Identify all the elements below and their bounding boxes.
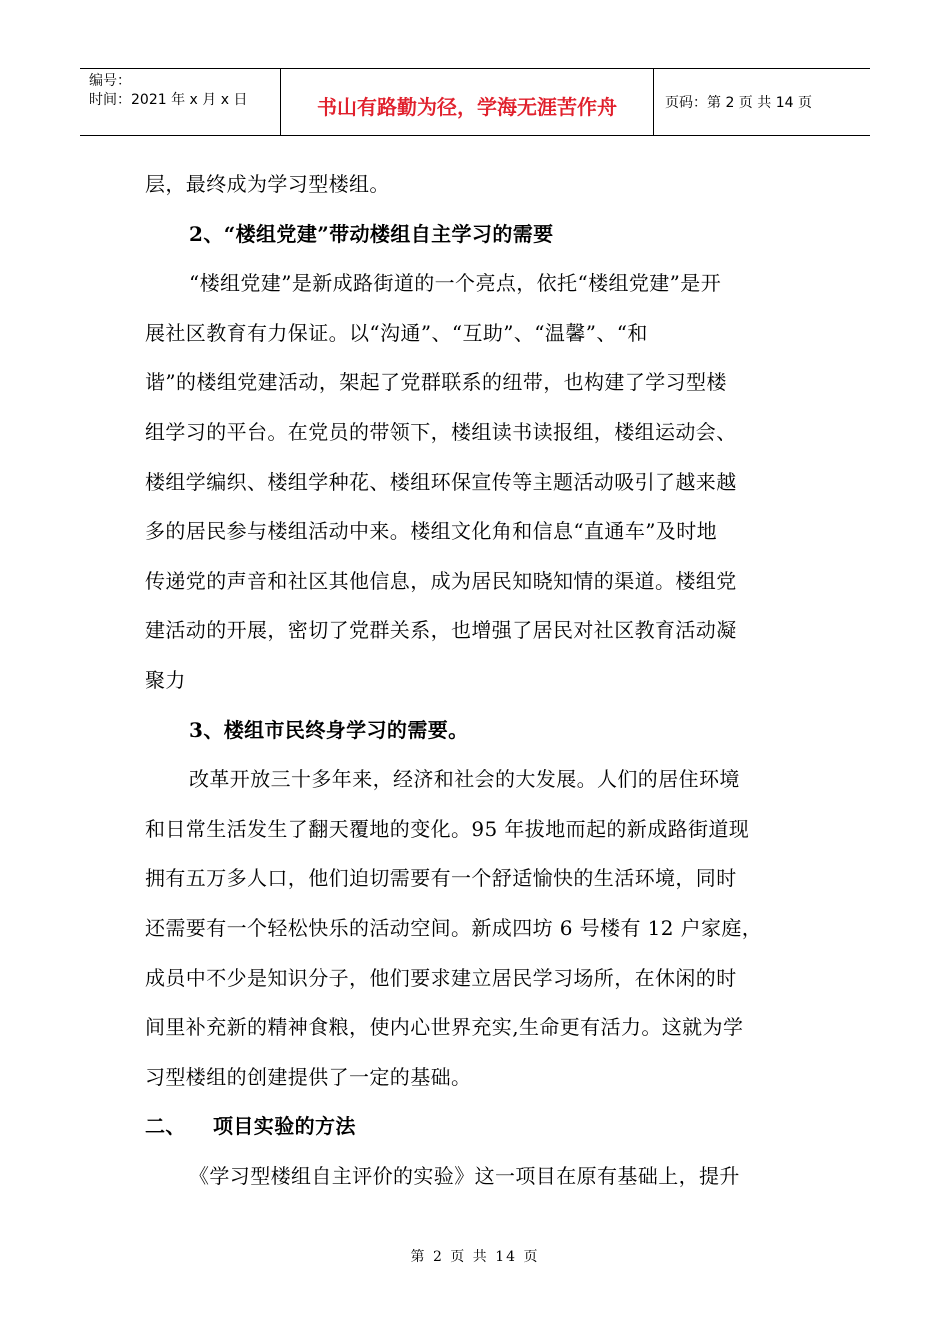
paragraph-line: 组学习的平台。在党员的带领下，楼组读书读报组，楼组运动会、 [145,419,737,444]
paragraph-line: 还需要有一个轻松快乐的活动空间。新成四坊 6 号楼有 12 户家庭， [145,915,763,940]
section-title: 项目实验的方法 [213,1114,356,1139]
header-meta [80,69,281,135]
subheading: 3、楼组市民终身学习的需要。 [189,717,469,742]
header-motto: 书山有路勤为径，学海无涯苦作舟 [281,69,654,135]
paragraph-line: 改革开放三十多年来，经济和社会的大发展。人们的居住环境 [189,767,740,792]
paragraph-line: 聚力 [145,667,186,692]
paragraph-line: 拥有五万多人口，他们迫切需要有一个舒适愉快的生活环境，同时 [145,866,737,891]
paragraph-line: 和日常生活发生了翻天覆地的变化。95 年拔地而起的新成路街道现 [145,816,750,841]
paragraph-line: 多的居民参与楼组活动中来。楼组文化角和信息“直通车”及时地 [145,519,718,544]
serial-label: 编号： [89,73,131,89]
paragraph-line: 展社区教育有力保证。以“沟通”、“互助”、“温馨”、“和 [145,320,648,345]
paragraph-line: “楼组党建”是新成路街道的一个亮点，依托“楼组党建”是开 [189,271,722,296]
page-header [80,68,870,136]
paragraph-line: 楼组学编织、楼组学种花、楼组环保宣传等主题活动吸引了越来越 [145,469,737,494]
header-page-info: 页码：第 2 页 共 14 页 [665,95,812,111]
paragraph-line: 习型楼组的创建提供了一定的基础。 [145,1064,472,1089]
paragraph-line: 层，最终成为学习型楼组。 [145,172,390,196]
paragraph-line: 《学习型楼组自主评价的实验》这一项目在原有基础上，提升 [189,1163,740,1188]
paragraph-line: 间里补充新的精神食粮，使内心世界充实,生命更有活力。这就为学 [145,1015,744,1040]
paragraph-line: 谐”的楼组党建活动，架起了党群联系的纽带，也构建了学习型楼 [145,370,727,395]
section-number: 二、 [145,1114,186,1139]
document-body [145,160,805,1201]
paragraph-line: 建活动的开展，密切了党群关系，也增强了居民对社区教育活动凝 [145,618,737,643]
subheading: 2、“楼组党建”带动楼组自主学习的需要 [189,221,554,246]
paragraph-line: 成员中不少是知识分子，他们要求建立居民学习场所，在休闲的时 [145,965,737,990]
paragraph-line: 传递党的声音和社区其他信息，成为居民知晓知情的渠道。楼组党 [145,568,737,593]
section-heading [145,1102,805,1152]
page-footer: 第 2 页 共 14 页 [410,1249,540,1265]
time-label: 时间：2021 年 x 月 x 日 [89,92,248,108]
